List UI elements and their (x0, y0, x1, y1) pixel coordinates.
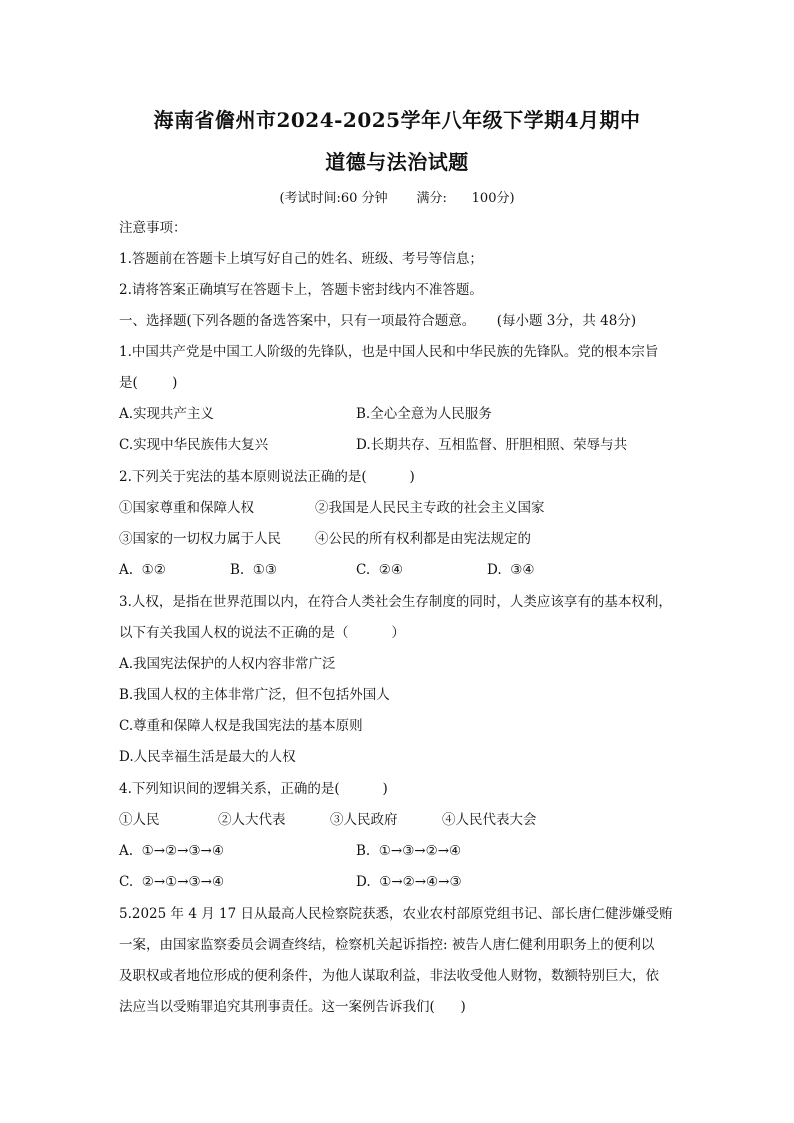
q2-statement-3: ③国家的一切权力属于人民 (119, 531, 281, 547)
q5-stem-line4: 法应当以受贿罪追究其刑事责任。这一案例告诉我们( ) (119, 999, 466, 1015)
q2-option-d: D. ③④ (487, 562, 535, 578)
q1-option-d: D.长期共存、互相监督、肝胆相照、荣辱与共 (356, 437, 628, 453)
q4-option-c: C. ②→①→③→④ (119, 874, 225, 890)
exam-title-line2: 道德与法治试题 (325, 150, 469, 174)
q1-stem-line1: 1.中国共产党是中国工人阶级的先锋队，也是中国人民和中华民族的先锋队。党的根本宗旨 (119, 344, 659, 360)
q1-option-b: B.全心全意为人民服务 (356, 406, 492, 422)
q2-option-c: C. ②④ (356, 562, 403, 578)
q2-statement-2: ②我国是人民民主专政的社会主义国家 (315, 500, 545, 516)
q4-stem: 4.下列知识间的逻辑关系，正确的是( ) (119, 781, 388, 797)
q3-option-d: D.人民幸福生活是最大的人权 (119, 749, 296, 765)
q1-stem-line2: 是( ) (119, 375, 178, 391)
q5-stem-line3: 及职权或者地位形成的便利条件，为他人谋取利益，非法收受他人财物，数额特别巨大，依 (119, 968, 659, 984)
notes-item-2: 2.请将答案正确填写在答题卡上，答题卡密封线内不准答题。 (119, 282, 483, 298)
exam-title-line1: 海南省儋州市2024-2025学年八年级下学期4月期中 (153, 108, 641, 132)
q4-option-b: B. ①→③→②→④ (356, 843, 462, 859)
q4-option-d: D. ①→②→④→③ (356, 874, 462, 890)
q2-option-a: A. ①② (119, 562, 166, 578)
q3-stem-line1: 3.人权，是指在世界范围以内，在符合人类社会生存制度的同时，人类应该享有的基本权利， (119, 594, 672, 610)
q5-stem-line1: 5.2025 年 4 月 17 日从最高人民检察院获悉，农业农村部原党组书记、部长唐仁健涉嫌受贿 (119, 906, 673, 922)
q2-statement-1: ①国家尊重和保障人权 (119, 500, 254, 516)
q3-option-b: B.我国人权的主体非常广泛，但不包括外国人 (119, 687, 390, 703)
q4-item-3: ③人民政府 (330, 812, 398, 828)
q2-stem: 2.下列关于宪法的基本原则说法正确的是( ) (119, 469, 415, 485)
q5-stem-line2: 一案，由国家监察委员会调查终结，检察机关起诉指控: 被告人唐仁健利用职务上的便利以 (119, 937, 655, 953)
q4-item-2: ②人大代表 (218, 812, 286, 828)
q1-option-a: A.实现共产主义 (119, 406, 215, 422)
q2-statement-4: ④公民的所有权利都是由宪法规定的 (315, 531, 531, 547)
q4-item-1: ①人民 (119, 812, 160, 828)
q1-option-c: C.实现中华民族伟大复兴 (119, 437, 269, 453)
q3-option-a: A.我国宪法保护的人权内容非常广泛 (119, 656, 336, 672)
q4-option-a: A. ①→②→③→④ (119, 843, 224, 859)
notes-item-1: 1.答题前在答题卡上填写好自己的姓名、班级、考号等信息； (119, 251, 483, 267)
section-heading: 一、选择题(下列各题的备选答案中，只有一项最符合题意。 (每小题 3分，共 48分) (119, 313, 637, 329)
q3-option-c: C.尊重和保障人权是我国宪法的基本原则 (119, 718, 363, 734)
notes-heading: 注意事项： (119, 220, 187, 236)
exam-info: (考试时间:60 分钟 满分: 100分) (279, 191, 515, 206)
q2-option-b: B. ①③ (230, 562, 277, 578)
q4-item-4: ④人民代表大会 (442, 812, 537, 828)
q3-stem-line2: 以下有关我国人权的说法不正确的是（ ） (119, 625, 405, 641)
